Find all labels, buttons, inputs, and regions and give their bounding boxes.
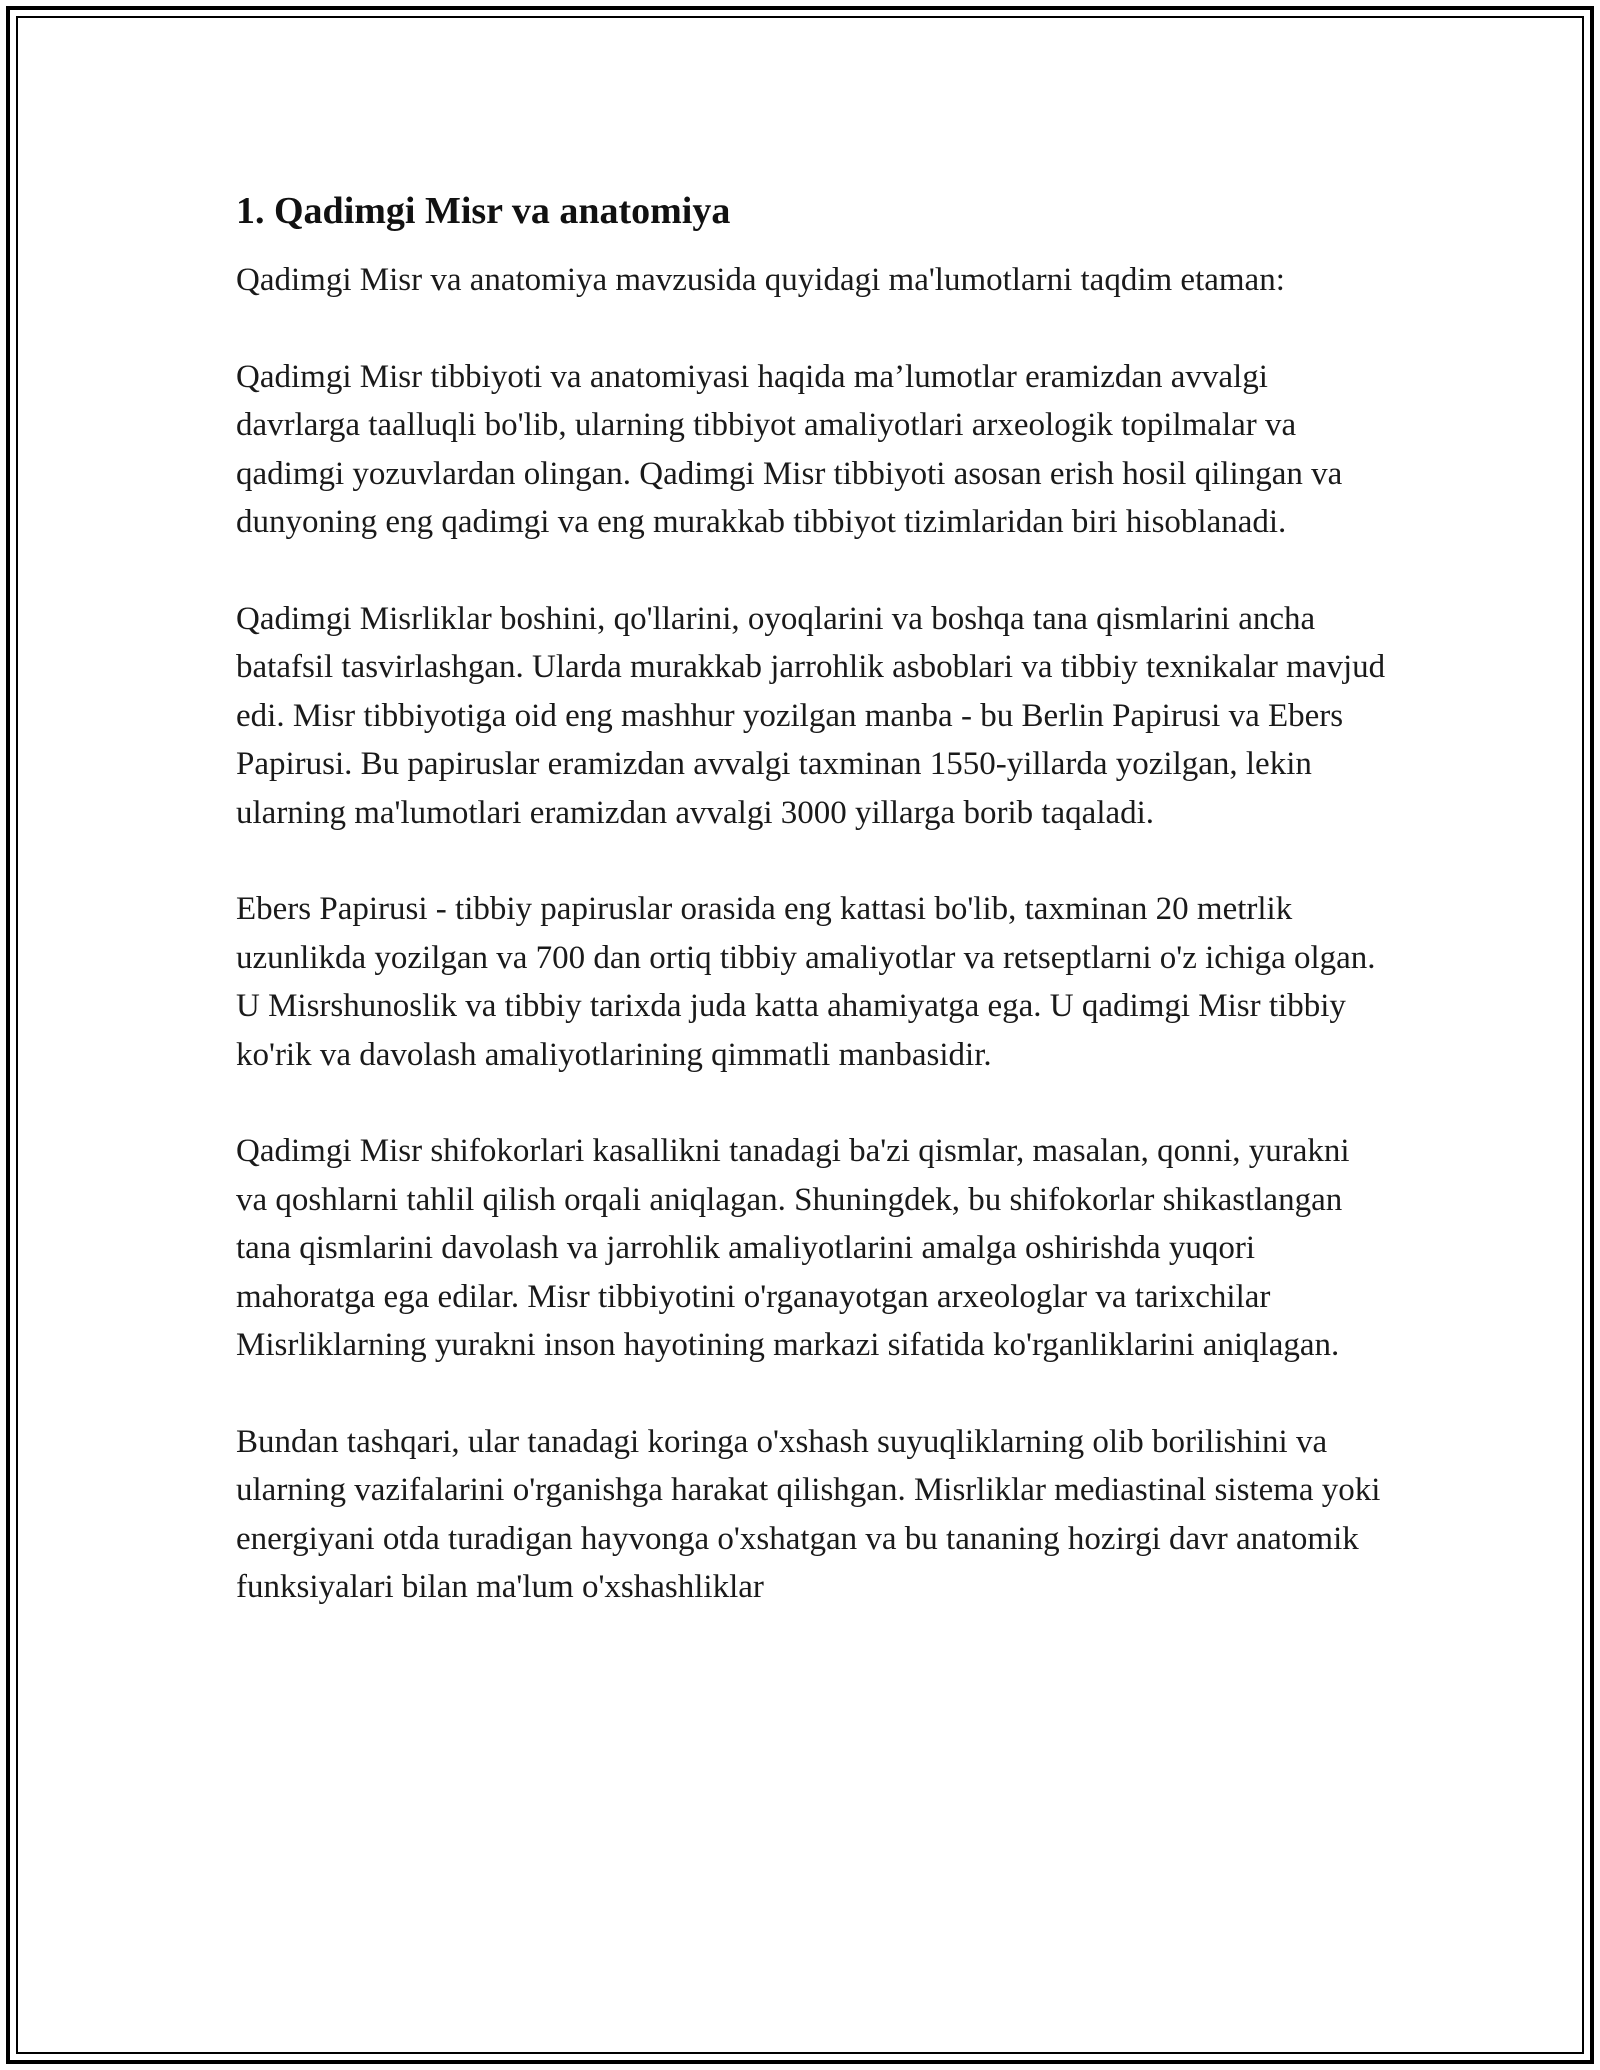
section-heading: 1. Qadimgi Misr va anatomiya [236,190,731,232]
paragraph-2: Qadimgi Misrliklar boshini, qo'llarini, oyoqlarini va boshqa tana qismlarini ancha batafsil tasvirlashgan. Ularda murakkab jarrohlik asboblari va tibbiy texnikalar mavjud edi. Misr tibbiyotiga oid eng mashhur yozilgan manba - bu Berlin Papirusi va Ebers Papirusi. Bu papiruslar eramizdan avvalgi taxminan 1550-yillarda yozilgan, lekin ularning ma'lumotlari eramizdan avvalgi 3000 yillarga borib taqaladi. [236,600,1386,831]
paragraph-intro: Qadimgi Misr va anatomiya mavzusida quyidagi ma'lumotlarni taqdim etaman: [236,262,1285,298]
paragraph-1: Qadimgi Misr tibbiyoti va anatomiyasi haqida ma’lumotlar eramizdan avvalgi davrlarga taalluqli bo'lib, ularning tibbiyot amaliyotlari arxeologik topilmalar va qadimgi yozuvlardan olingan. Qadimgi Misr tibbiyoti asosan erish hosil qilingan va dunyoning eng qadimgi va eng murakkab tibbiyot tizimlaridan biri hisoblanadi. [236,358,1343,540]
paragraph-4: Qadimgi Misr shifokorlari kasallikni tanadagi ba'zi qismlar, masalan, qonni, yurakni va qoshlarni tahlil qilish orqali aniqlagan. Shuningdek, bu shifokorlar shikastlangan tana qismlarini davolash va jarrohlik amaliyotlarini amalga oshirishda yuqori mahoratga ega edilar. Misr tibbiyotini o'rganayotgan arxeologlar va tarixchilar Misrliklarning yurakni inson hayotining markazi sifatida ko'rganliklarini aniqlagan. [236,1133,1350,1363]
paragraph-3: Ebers Papirusi - tibbiy papiruslar orasida eng kattasi bo'lib, taxminan 20 metrlik uzunlikda yozilgan va 700 dan ortiq tibbiy amaliyotlar va retseptlarni o'z ichiga olgan. U Misrshunoslik va tibbiy tarixda juda katta ahamiyatga ega. U qadimgi Misr tibbiy ko'rik va davolash amaliyotlarining qimmatli manbasidir. [236,891,1376,1073]
paragraph-5: Bundan tashqari, ular tanadagi koringa o'xshash suyuqliklarning olib borilishini va ularning vazifalarini o'rganishga harakat qilishgan. Misrliklar mediastinal sistema yoki energiyani otda turadigan hayvonga o'xshatgan va bu tananing hozirgi davr anatomik funksiyalari bilan ma'lum o'xshashliklar [236,1423,1381,1605]
document-body [236,186,1386,1660]
